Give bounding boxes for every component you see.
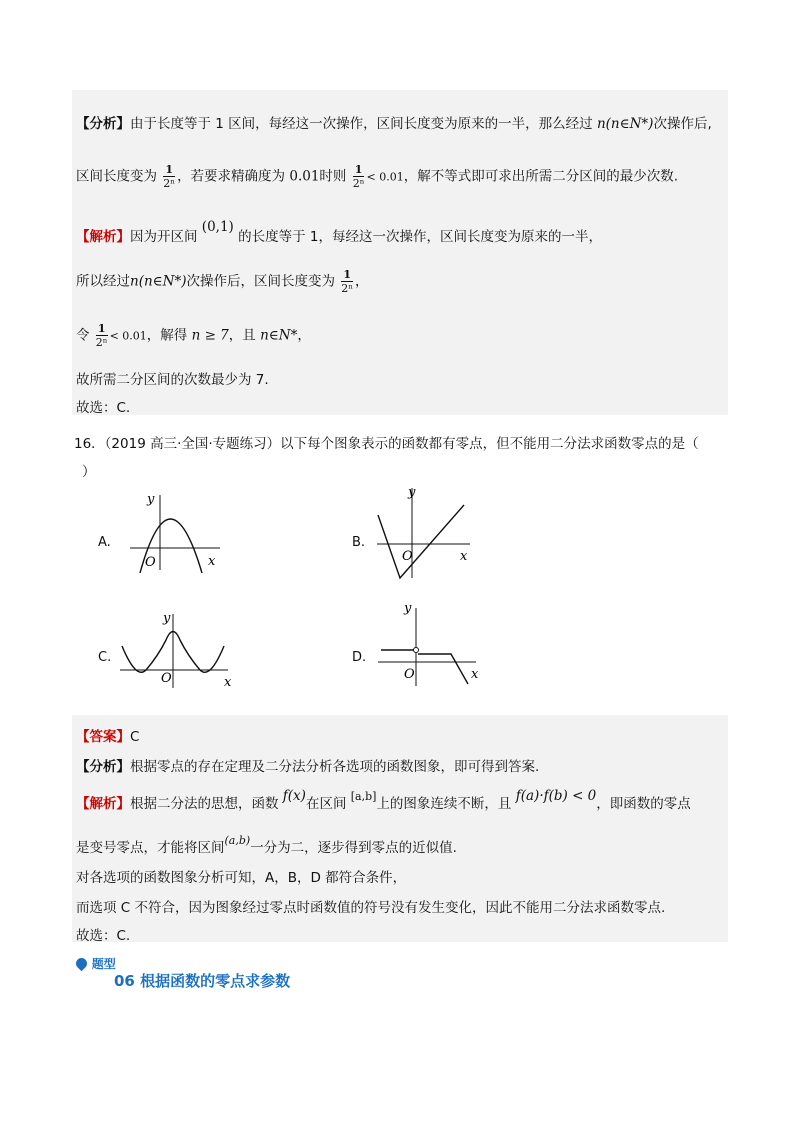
explanation-tag: 【解析】 bbox=[76, 229, 130, 245]
b2-analysis-line: 【分析】根据零点的存在定理及二分法分析各选项的函数图象，即可得到答案. bbox=[76, 759, 540, 775]
section-heading bbox=[76, 955, 291, 993]
badge-label: 题型 bbox=[91, 957, 116, 971]
b1-line-7: 故选：C. bbox=[76, 400, 131, 416]
b1-line-6: 故所需二分区间的次数最少为 7. bbox=[76, 372, 269, 388]
fraction: $\frac{1}{\text{2ⁿ}}$ bbox=[352, 163, 365, 190]
svg-text:y: y bbox=[408, 485, 416, 500]
svg-text:O: O bbox=[402, 549, 413, 564]
option-d-label: D. bbox=[352, 650, 367, 665]
heading-title: 根据函数的零点求参数 bbox=[140, 972, 291, 990]
analysis-tag: 【分析】 bbox=[76, 116, 130, 132]
option-c-label: C. bbox=[98, 650, 112, 665]
svg-text:y: y bbox=[404, 601, 412, 616]
pin-icon bbox=[74, 955, 90, 971]
answer-tag: 【答案】 bbox=[76, 729, 130, 745]
graph-b bbox=[372, 480, 482, 580]
fraction: $\frac{1}{\text{2ⁿ}}$ bbox=[341, 268, 354, 295]
analysis-block-1 bbox=[72, 90, 728, 415]
heading-number: 06 bbox=[114, 972, 135, 990]
fraction: $\frac{1}{\text{2ⁿ}}$ bbox=[95, 322, 108, 349]
b2-explain-line-2: 是变号零点，才能将区间$^{(a,b)}$一分为二，逐步得到零点的近似值. bbox=[76, 834, 457, 856]
option-b-label: B. bbox=[352, 535, 366, 550]
graph-d bbox=[376, 598, 486, 690]
b2-line-5: 故选：C. bbox=[76, 928, 131, 944]
graph-c bbox=[118, 608, 238, 690]
graph-a bbox=[120, 485, 230, 580]
question-line-2: ） bbox=[82, 464, 96, 480]
svg-text:x: x bbox=[471, 667, 479, 682]
b2-explain-line-1: 【解析】根据二分法的思想，函数 f(x)在区间 [a,b]上的图象连续不断，且 f(a)·f(b) < 0，即函数的零点 bbox=[76, 788, 691, 812]
svg-text:x: x bbox=[224, 675, 232, 690]
b1-line-2: 区间长度变为 $\frac{1}{\text{2ⁿ}}$ ，若要求精确度为 0.01时则 $\frac{1}{\text{2ⁿ}}$ < 0.01，解不等式即可求出所需二分区间的最少次数. bbox=[76, 163, 678, 190]
b1-line-1: 【分析】由于长度等于 1 区间，每经这一次操作，区间长度变为原来的一半，那么经过 n(n∈N*)次操作后, bbox=[76, 116, 712, 132]
axis-x-label: x bbox=[208, 554, 216, 569]
b2-line-3: 对各选项的函数图象分析可知，A，B，D 都符合条件， bbox=[76, 870, 407, 886]
svg-text:O: O bbox=[161, 671, 172, 686]
b1-line-5: 令 $\frac{1}{\text{2ⁿ}}$ < 0.01，解得 n ≥ 7，且 n∈N*， bbox=[76, 322, 311, 349]
b1-line-3: 【解析】因为开区间 (0,1) 的长度等于 1，每经这一次操作，区间长度变为原来的一半， bbox=[76, 219, 602, 245]
origin-label: O bbox=[145, 555, 156, 570]
question-line-1: 16．（2019 高三·全国·专题练习）以下每个图象表示的函数都有零点，但不能用二分法求函数零点的是（ bbox=[74, 436, 699, 452]
b2-line-4: 而选项 C 不符合，因为图象经过零点时函数值的符号没有发生变化，因此不能用二分法求函数零点. bbox=[76, 900, 666, 916]
b1-line-4: 所以经过n(n∈N*)次操作后，区间长度变为 $\frac{1}{\text{2ⁿ}}$ ， bbox=[76, 268, 369, 295]
svg-text:O: O bbox=[404, 667, 415, 682]
svg-text:x: x bbox=[460, 549, 468, 564]
svg-text:y: y bbox=[163, 611, 171, 626]
fraction: $\frac{1}{\text{2ⁿ}}$ bbox=[163, 163, 176, 190]
option-a-label: A. bbox=[98, 535, 111, 550]
axis-y-label: y bbox=[147, 492, 155, 507]
answer-line: 【答案】C bbox=[76, 729, 140, 745]
